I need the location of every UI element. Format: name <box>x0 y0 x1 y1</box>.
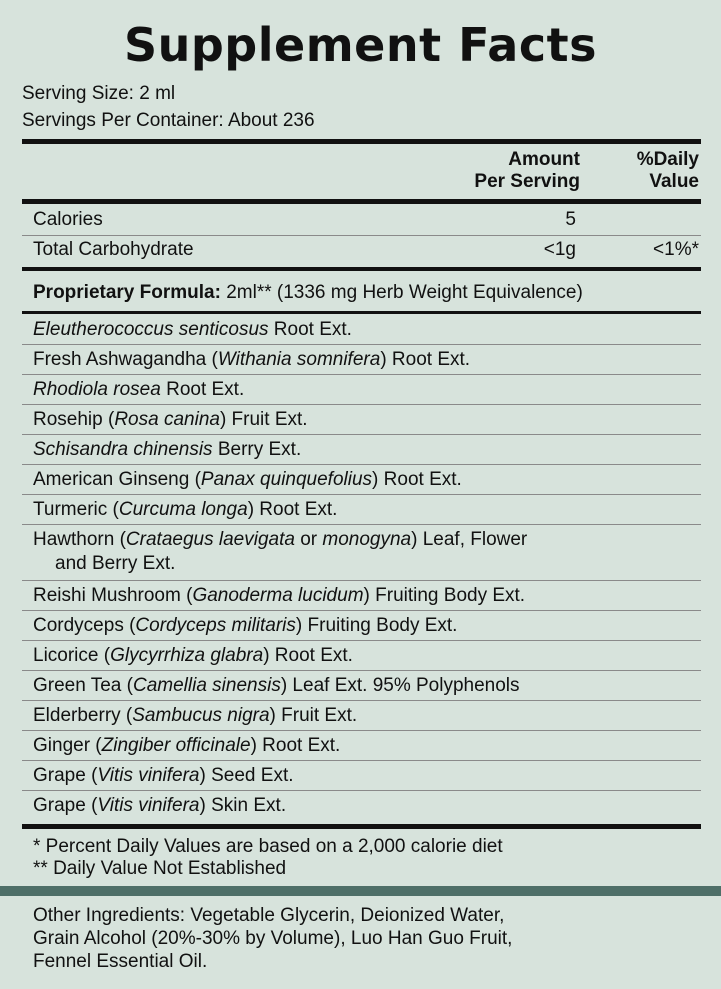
divider <box>22 760 701 761</box>
thick-rule <box>22 199 701 204</box>
divider <box>22 700 701 701</box>
divider <box>22 790 701 791</box>
page-title: Supplement Facts <box>124 18 597 72</box>
servings-per-container: Servings Per Container: About 236 <box>22 110 315 131</box>
divider <box>22 524 701 525</box>
nutrient-amount: 5 <box>565 209 576 230</box>
other-ingredients: Other Ingredients: Vegetable Glycerin, Deionized Water, Grain Alcohol (20%-30% by Volume), Luo Han Guo Fruit, Fennel Essential Oil. <box>33 905 513 972</box>
thick-rule <box>22 824 701 829</box>
thick-rule <box>22 311 701 314</box>
ingredient-row: Cordyceps (Cordyceps militaris) Fruiting Body Ext. <box>33 615 458 636</box>
amount-header: Amount Per Serving <box>474 149 580 192</box>
nutrient-name: Total Carbohydrate <box>33 239 194 260</box>
footnote-not-established: ** Daily Value Not Established <box>33 858 287 879</box>
nutrient-dv: <1%* <box>653 239 699 260</box>
nutrient-name: Calories <box>33 209 103 230</box>
divider <box>22 494 701 495</box>
divider <box>22 434 701 435</box>
divider <box>22 580 701 581</box>
nutrient-amount: <1g <box>543 239 576 260</box>
ingredient-row: Licorice (Glycyrrhiza glabra) Root Ext. <box>33 645 353 666</box>
divider <box>22 235 701 236</box>
divider <box>22 404 701 405</box>
ingredient-row: Fresh Ashwagandha (Withania somnifera) Root Ext. <box>33 349 471 370</box>
nutrient-row-calories <box>33 209 699 231</box>
proprietary-formula <box>33 282 699 304</box>
divider <box>22 730 701 731</box>
ingredient-row: Elderberry (Sambucus nigra) Fruit Ext. <box>33 705 358 726</box>
divider <box>22 670 701 671</box>
ingredient-row: Reishi Mushroom (Ganoderma lucidum) Fruiting Body Ext. <box>33 585 526 606</box>
ingredient-row: Schisandra chinensis Berry Ext. <box>33 439 302 460</box>
ingredient-row: Rosehip (Rosa canina) Fruit Ext. <box>33 409 308 430</box>
ingredient-row: Rhodiola rosea Root Ext. <box>33 379 245 400</box>
serving-size: Serving Size: 2 ml <box>22 83 176 104</box>
divider <box>22 640 701 641</box>
thick-rule <box>22 267 701 271</box>
ingredient-row: Eleutherococcus senticosus Root Ext. <box>33 319 352 340</box>
divider <box>22 464 701 465</box>
divider <box>22 374 701 375</box>
nutrient-row-carbohydrate <box>33 239 699 261</box>
ingredient-row: Grape (Vitis vinifera) Skin Ext. <box>33 795 287 816</box>
divider <box>22 344 701 345</box>
ingredient-row: American Ginseng (Panax quinquefolius) Root Ext. <box>33 469 462 490</box>
ingredient-row: Turmeric (Curcuma longa) Root Ext. <box>33 499 338 520</box>
divider <box>22 610 701 611</box>
separator-band <box>0 886 721 896</box>
thick-rule <box>22 139 701 144</box>
ingredient-row: Grape (Vitis vinifera) Seed Ext. <box>33 765 294 786</box>
proprietary-label: Proprietary Formula: <box>33 282 221 303</box>
daily-value-header: %Daily Value <box>636 149 699 192</box>
ingredient-row: Green Tea (Camellia sinensis) Leaf Ext. 95% Polyphenols <box>33 675 520 696</box>
footnote-daily-values: * Percent Daily Values are based on a 2,000 calorie diet <box>33 836 503 857</box>
proprietary-detail: 2ml** (1336 mg Herb Weight Equivalence) <box>220 282 583 303</box>
ingredient-row: Ginger (Zingiber officinale) Root Ext. <box>33 735 341 756</box>
ingredient-row: Hawthorn (Crataegus laevigata or monogyna) Leaf, Flower and Berry Ext. <box>33 529 528 574</box>
